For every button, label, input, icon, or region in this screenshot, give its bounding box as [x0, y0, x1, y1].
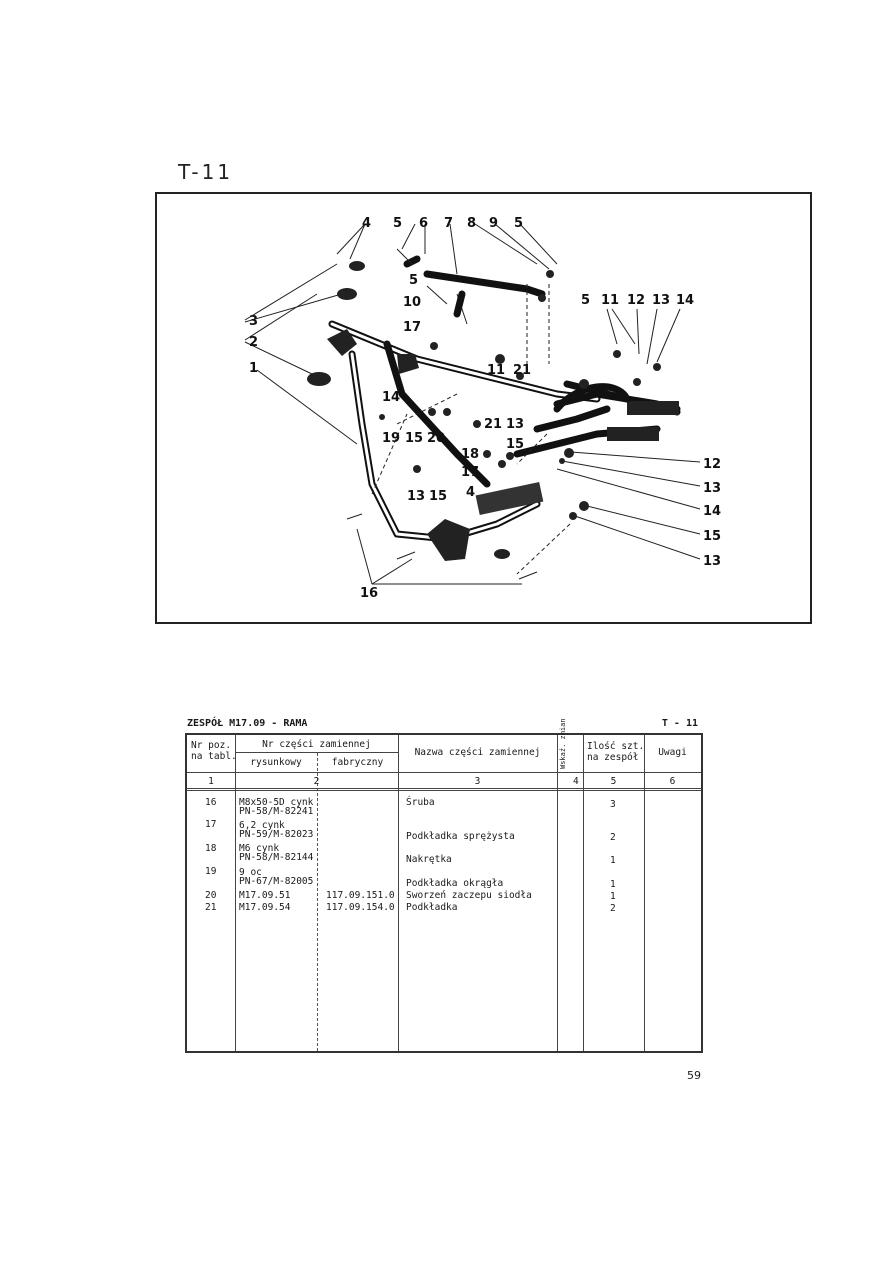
col-divider: [557, 735, 558, 1051]
callout: 21: [513, 363, 532, 378]
row-divider: [187, 788, 701, 791]
header-na-zespol: na zespół: [587, 752, 639, 763]
page-tag: T-11: [178, 160, 234, 184]
header-fabryczny: fabryczny: [331, 757, 384, 768]
header-uwagi: Uwagi: [658, 747, 687, 758]
callout: 12: [627, 293, 646, 308]
header-na-tabl: na tabl.: [191, 751, 237, 762]
callout: 6: [419, 216, 429, 231]
row-rysunkowy: M8x50-5D cynk: [239, 797, 314, 808]
header-ilosc: Ilość szt.: [587, 741, 645, 752]
callout: 13: [703, 554, 722, 569]
callout: 5: [581, 293, 591, 308]
row-norm: PN-58/M-82241: [239, 806, 314, 817]
callout: 19: [382, 431, 401, 446]
page-number: 59: [687, 1069, 701, 1082]
row-nazwa: Nakrętka: [406, 854, 452, 865]
column-number: 2: [313, 776, 320, 787]
callout: 18: [461, 447, 480, 462]
callout: 15: [506, 437, 525, 452]
callout: 7: [444, 216, 454, 231]
callout: 21: [484, 417, 503, 432]
row-poz: 21: [205, 902, 217, 913]
header-rysunkowy: rysunkowy: [250, 757, 302, 768]
callout: 5: [514, 216, 524, 231]
frame-body: [307, 249, 679, 561]
row-divider: [235, 752, 398, 753]
callout: 13: [506, 417, 525, 432]
row-rysunkowy: M17.09.51: [239, 890, 291, 901]
header-nr-poz: Nr poz.: [191, 740, 232, 751]
callout: 11: [487, 363, 506, 378]
header-nazwa: Nazwa części zamiennej: [414, 747, 541, 758]
row-norm: PN-67/M-82005: [239, 876, 314, 887]
callout: 20: [427, 431, 446, 446]
callout: 5: [409, 273, 419, 288]
row-poz: 17: [205, 819, 217, 830]
column-number: 1: [208, 776, 214, 787]
row-nazwa: Sworzeń zaczepu siodła: [406, 890, 532, 901]
row-rysunkowy: M6 cynk: [239, 843, 280, 854]
callout: 4: [466, 485, 476, 500]
row-poz: 20: [205, 890, 217, 901]
row-nazwa: Śruba: [406, 797, 435, 808]
row-rysunkowy: M17.09.54: [239, 902, 291, 913]
callout: 10: [403, 295, 422, 310]
callout: 12: [703, 457, 722, 472]
row-ilosc: 1: [610, 891, 616, 902]
callout: 13: [652, 293, 671, 308]
callout: 3: [249, 314, 259, 329]
callout: 16: [360, 586, 379, 601]
row-norm: PN-59/M-82023: [239, 829, 314, 840]
row-rysunkowy: 9 oc: [239, 867, 262, 878]
row-poz: 19: [205, 866, 217, 877]
column-number: 4: [573, 776, 579, 787]
row-nazwa: Podkładka: [406, 902, 458, 913]
callout: 14: [703, 504, 722, 519]
row-divider: [187, 772, 701, 773]
row-ilosc: 2: [610, 832, 616, 843]
table-title: ZESPÓŁ M17.09 - RAMA: [187, 718, 308, 729]
row-norm: PN-58/M-82144: [239, 852, 314, 863]
row-fabryczny: 117.09.154.0: [326, 902, 395, 913]
row-nazwa: Podkładka okrągła: [406, 878, 504, 889]
frame-drawing-svg: [157, 194, 814, 626]
column-number: 5: [610, 776, 617, 787]
row-ilosc: 1: [610, 879, 616, 890]
callout: 17: [461, 465, 480, 480]
row-ilosc: 2: [610, 903, 616, 914]
header-nr-czesci: Nr części zamiennej: [262, 739, 371, 750]
callout: 13: [407, 489, 426, 504]
callout: 14: [382, 390, 401, 405]
column-number: 3: [474, 776, 481, 787]
row-rysunkowy: 6,2 cynk: [239, 820, 285, 831]
column-number: 6: [669, 776, 676, 787]
callout: 5: [393, 216, 403, 231]
callout: 8: [467, 216, 477, 231]
row-ilosc: 1: [610, 855, 616, 866]
callout: 4: [362, 216, 372, 231]
callout: 17: [403, 320, 422, 335]
callout: 15: [405, 431, 424, 446]
table-title-row: [187, 718, 702, 732]
callout: 2: [249, 335, 259, 350]
row-fabryczny: 117.09.151.0: [326, 890, 395, 901]
header-wskaz: Wskaź. zmian: [559, 718, 567, 769]
row-poz: 16: [205, 797, 217, 808]
callout: 13: [703, 481, 722, 496]
col-divider: [317, 753, 318, 1051]
row-nazwa: Podkładka sprężysta: [406, 831, 515, 842]
callout: 14: [676, 293, 695, 308]
frame-exploded-drawing: [155, 192, 812, 624]
callout: 11: [601, 293, 620, 308]
callout: 9: [489, 216, 499, 231]
callout: 15: [429, 489, 448, 504]
row-poz: 18: [205, 843, 217, 854]
row-ilosc: 3: [610, 799, 616, 810]
callout: 1: [249, 361, 259, 376]
callout: 15: [703, 529, 722, 544]
table-sheet-ref: T - 11: [661, 718, 698, 729]
